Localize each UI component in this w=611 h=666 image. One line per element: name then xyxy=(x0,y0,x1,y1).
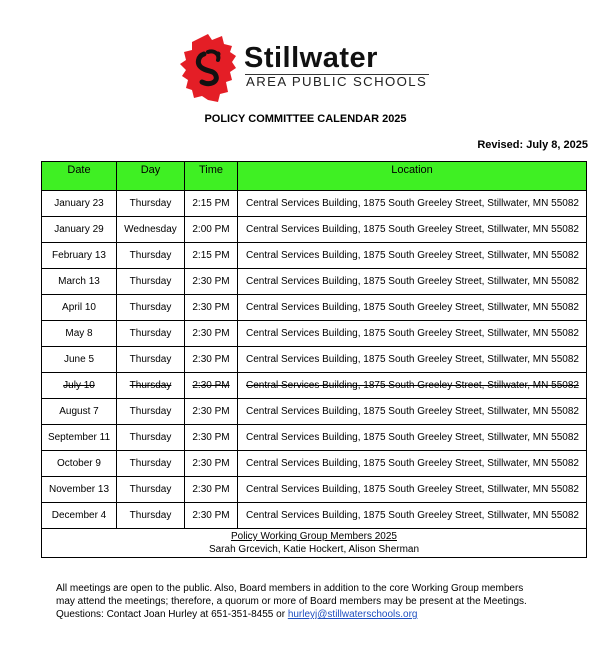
table-row xyxy=(42,503,587,529)
cell-date: July 10 xyxy=(42,373,117,399)
table-row xyxy=(42,321,587,347)
column-header-location: Location xyxy=(238,162,587,191)
table-row xyxy=(42,347,587,373)
members-cell xyxy=(42,529,587,558)
cell-day: Thursday xyxy=(117,295,185,321)
cell-day: Thursday xyxy=(117,347,185,373)
cell-location: Central Services Building, 1875 South Greeley Street, Stillwater, MN 55082 xyxy=(238,243,587,269)
cell-location: Central Services Building, 1875 South Greeley Street, Stillwater, MN 55082 xyxy=(238,217,587,243)
page-title: POLICY COMMITTEE CALENDAR 2025 xyxy=(204,113,407,125)
cell-time: 2:30 PM xyxy=(185,295,238,321)
cell-date: April 10 xyxy=(42,295,117,321)
members-title: Policy Working Group Members 2025 xyxy=(231,531,397,542)
cell-date: September 11 xyxy=(42,425,117,451)
cell-day: Thursday xyxy=(117,269,185,295)
calendar-table xyxy=(41,161,587,558)
table-row xyxy=(42,425,587,451)
members-list: Sarah Grcevich, Katie Hockert, Alison Sherman xyxy=(208,544,420,555)
cell-date: October 9 xyxy=(42,451,117,477)
cell-date: January 23 xyxy=(42,191,117,217)
cell-date: June 5 xyxy=(42,347,117,373)
cell-day: Wednesday xyxy=(117,217,185,243)
cell-location: Central Services Building, 1875 South Greeley Street, Stillwater, MN 55082 xyxy=(238,451,587,477)
table-row xyxy=(42,191,587,217)
cell-location: Central Services Building, 1875 South Greeley Street, Stillwater, MN 55082 xyxy=(238,477,587,503)
cell-day: Thursday xyxy=(117,451,185,477)
cell-date: August 7 xyxy=(42,399,117,425)
cell-time: 2:00 PM xyxy=(185,217,238,243)
cell-date: February 13 xyxy=(42,243,117,269)
table-header-row xyxy=(42,162,587,191)
table-row xyxy=(42,269,587,295)
cell-time: 2:30 PM xyxy=(185,321,238,347)
notice-line: All meetings are open to the public. Also, Board members in addition to the core Working Group members xyxy=(56,583,524,594)
cell-date: November 13 xyxy=(42,477,117,503)
column-header-time: Time xyxy=(185,162,238,191)
cell-location: Central Services Building, 1875 South Greeley Street, Stillwater, MN 55082 xyxy=(238,295,587,321)
revised-date: Revised: July 8, 2025 xyxy=(477,139,588,151)
cell-time: 2:15 PM xyxy=(185,191,238,217)
notice-line: may attend the meetings; therefore, a quorum or more of Board members may be present at the Meetings. xyxy=(56,596,527,607)
cell-day: Thursday xyxy=(117,399,185,425)
table-row xyxy=(42,451,587,477)
cell-time: 2:30 PM xyxy=(185,503,238,529)
cell-day: Thursday xyxy=(117,243,185,269)
cell-day: Thursday xyxy=(117,191,185,217)
cell-location: Central Services Building, 1875 South Greeley Street, Stillwater, MN 55082 xyxy=(238,425,587,451)
cell-time: 2:15 PM xyxy=(185,243,238,269)
column-header-date: Date xyxy=(42,162,117,191)
cell-location: Central Services Building, 1875 South Greeley Street, Stillwater, MN 55082 xyxy=(238,347,587,373)
members-row xyxy=(42,529,587,558)
cell-location: Central Services Building, 1875 South Greeley Street, Stillwater, MN 55082 xyxy=(238,373,587,399)
table-row xyxy=(42,399,587,425)
contact-text: Questions: Contact Joan Hurley at 651-351-8455 or xyxy=(56,609,288,620)
public-notice xyxy=(56,582,556,621)
table-row-cancelled xyxy=(42,373,587,399)
table-row xyxy=(42,477,587,503)
cell-time: 2:30 PM xyxy=(185,269,238,295)
district-logo xyxy=(178,34,438,104)
cell-time: 2:30 PM xyxy=(185,347,238,373)
cell-location: Central Services Building, 1875 South Greeley Street, Stillwater, MN 55082 xyxy=(238,399,587,425)
cell-time: 2:30 PM xyxy=(185,425,238,451)
logo-name: Stillwater xyxy=(244,42,378,74)
cell-location: Central Services Building, 1875 South Greeley Street, Stillwater, MN 55082 xyxy=(238,321,587,347)
pony-head-icon xyxy=(178,34,242,102)
cell-day: Thursday xyxy=(117,373,185,399)
table-row xyxy=(42,217,587,243)
cell-day: Thursday xyxy=(117,425,185,451)
cell-date: March 13 xyxy=(42,269,117,295)
cell-time: 2:30 PM xyxy=(185,477,238,503)
cell-date: December 4 xyxy=(42,503,117,529)
cell-location: Central Services Building, 1875 South Greeley Street, Stillwater, MN 55082 xyxy=(238,269,587,295)
logo-subtitle: AREA PUBLIC SCHOOLS xyxy=(246,74,428,89)
cell-location: Central Services Building, 1875 South Greeley Street, Stillwater, MN 55082 xyxy=(238,503,587,529)
column-header-day: Day xyxy=(117,162,185,191)
cell-date: January 29 xyxy=(42,217,117,243)
table-row xyxy=(42,243,587,269)
contact-email-link[interactable]: hurleyj@stillwaterschools.org xyxy=(287,609,418,620)
cell-time: 2:30 PM xyxy=(185,399,238,425)
cell-time: 2:30 PM xyxy=(185,373,238,399)
cell-day: Thursday xyxy=(117,321,185,347)
cell-time: 2:30 PM xyxy=(185,451,238,477)
cell-date: May 8 xyxy=(42,321,117,347)
cell-location: Central Services Building, 1875 South Greeley Street, Stillwater, MN 55082 xyxy=(238,191,587,217)
table-row xyxy=(42,295,587,321)
notice-contact xyxy=(56,608,556,621)
cell-day: Thursday xyxy=(117,477,185,503)
cell-day: Thursday xyxy=(117,503,185,529)
